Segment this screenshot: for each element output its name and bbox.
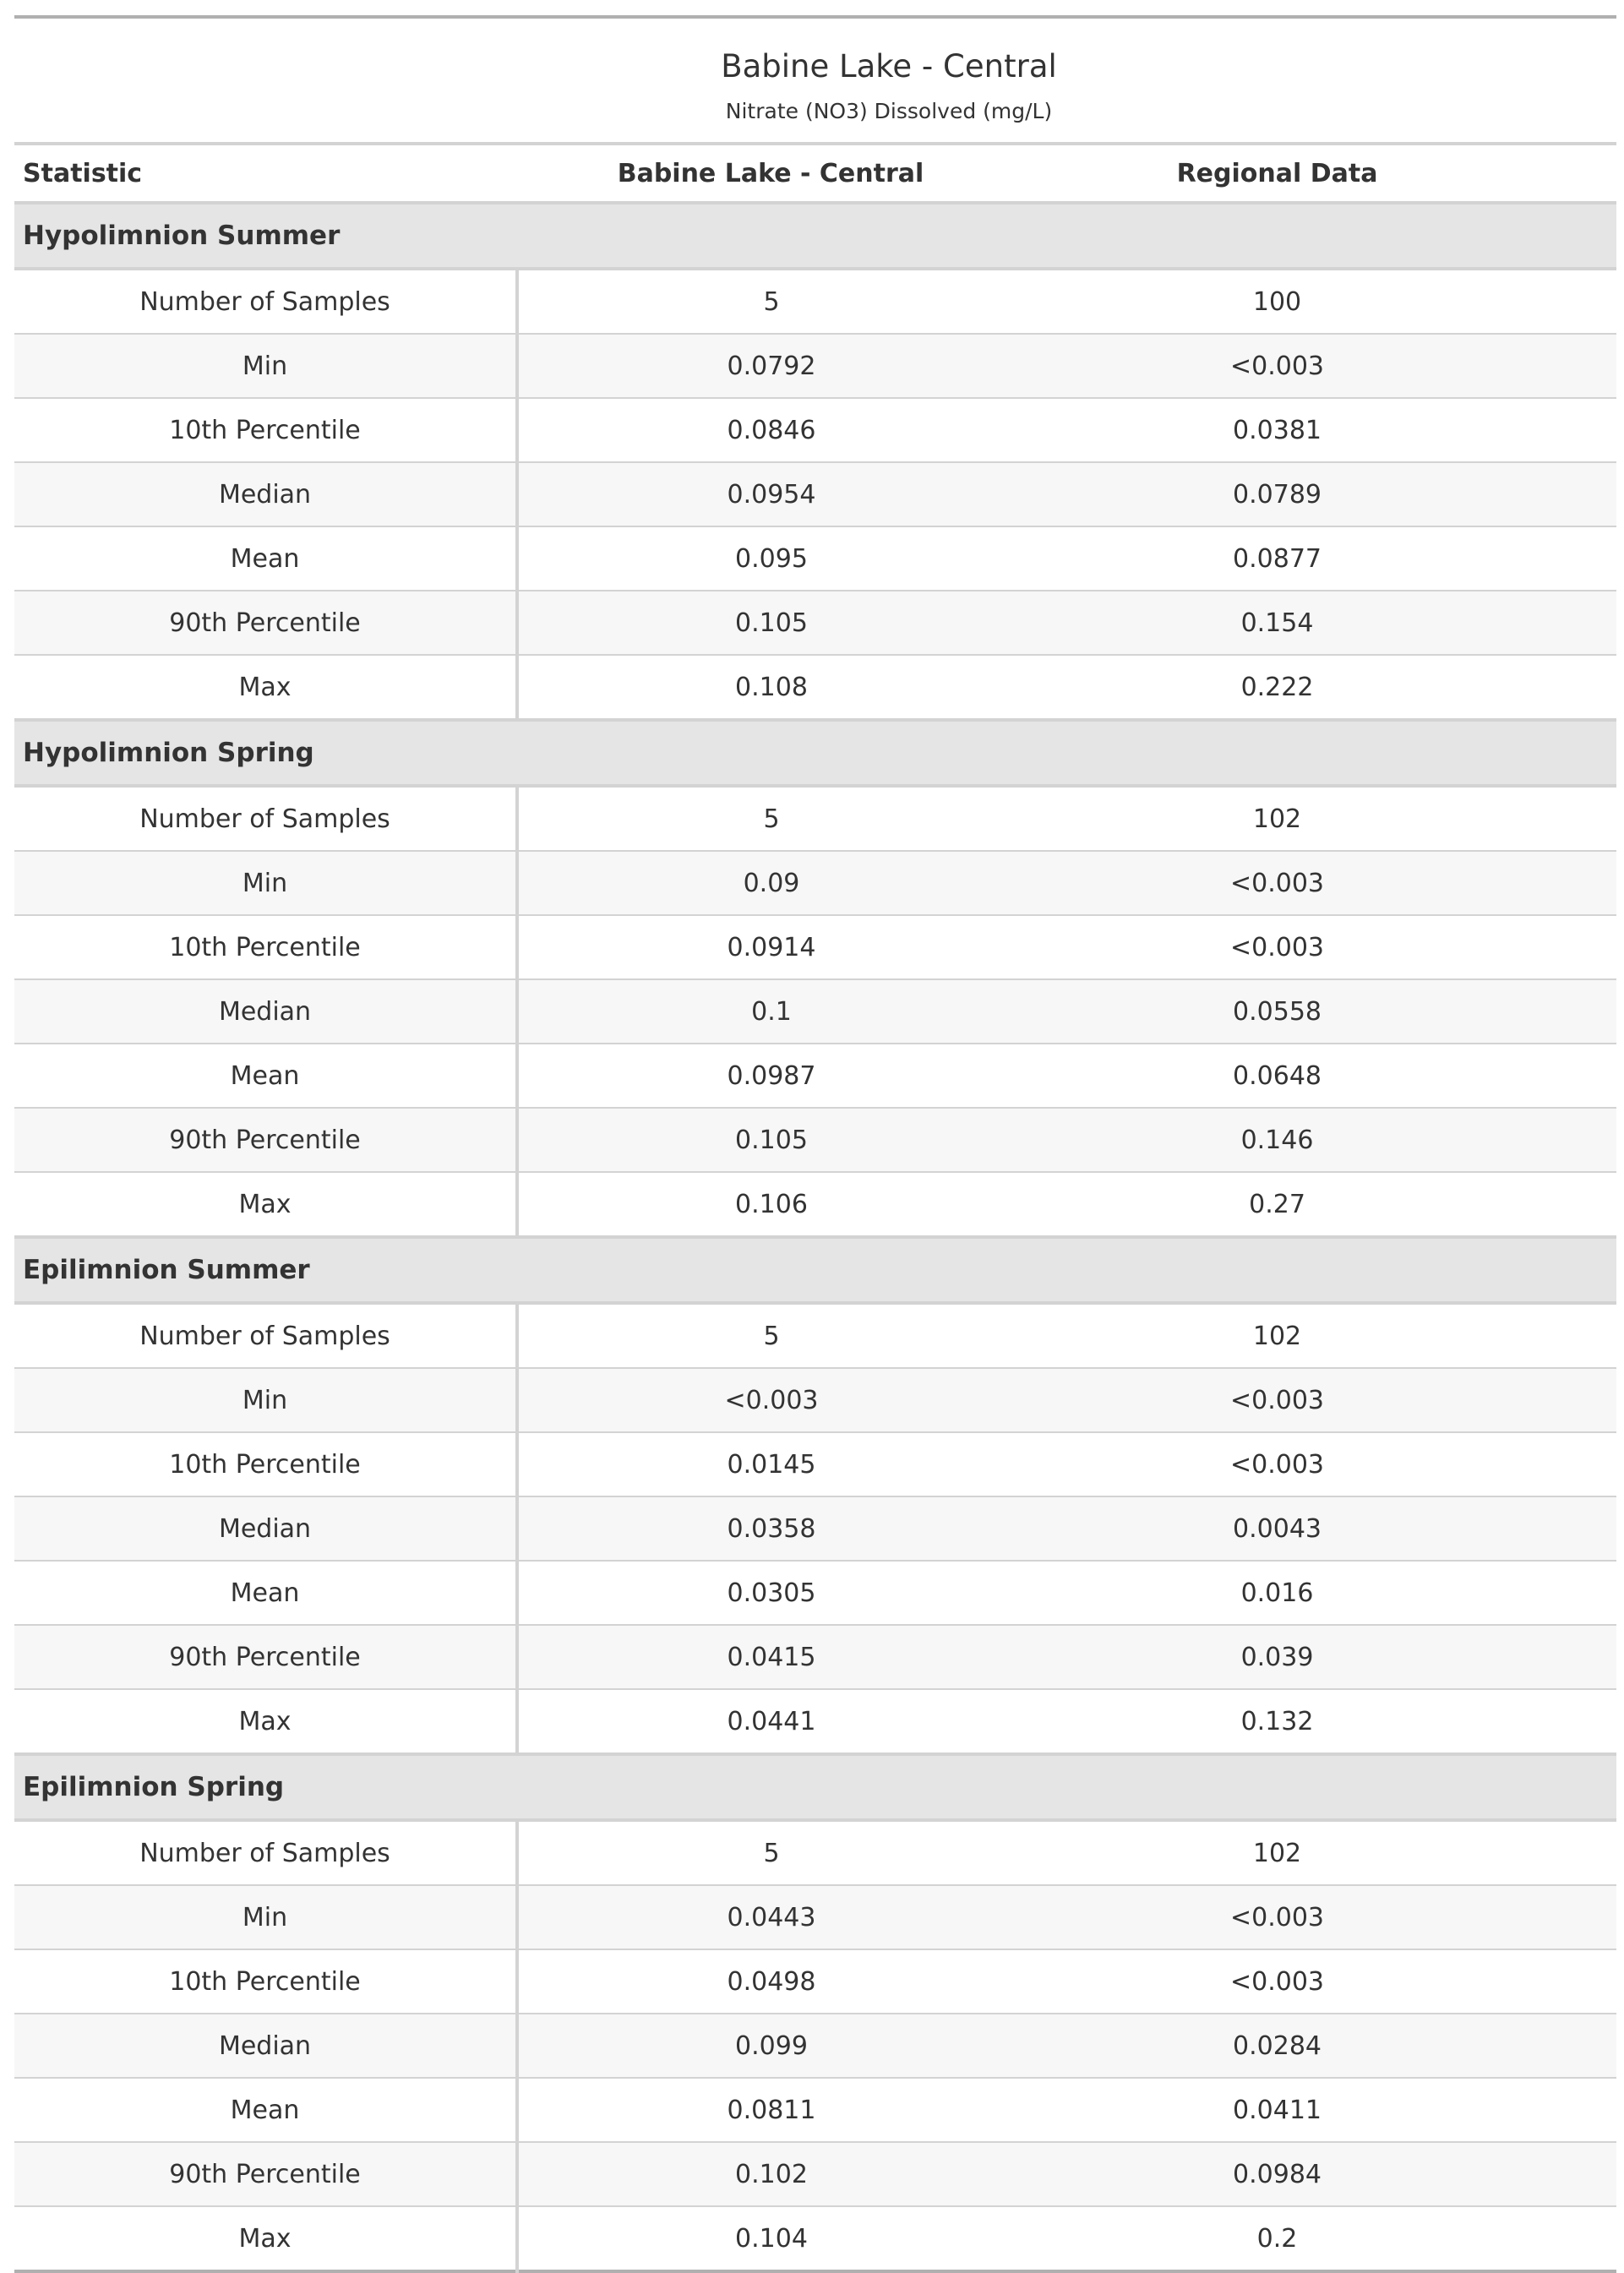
- site-value-cell: 0.09: [517, 851, 1024, 915]
- regional-value-cell: 100: [1024, 269, 1616, 334]
- statistic-cell: Number of Samples: [14, 269, 517, 334]
- regional-value-cell: 0.0043: [1024, 1496, 1616, 1561]
- table-row: [14, 1949, 1616, 2014]
- table-row: [14, 915, 1616, 979]
- statistic-cell: Mean: [14, 1561, 517, 1625]
- statistic-cell: 90th Percentile: [14, 1108, 517, 1172]
- table-subtitle-row: [14, 95, 1616, 144]
- group-row: [14, 1754, 1616, 1820]
- statistic-cell: 90th Percentile: [14, 591, 517, 655]
- site-value-cell: <0.003: [517, 1368, 1024, 1432]
- table-subtitle: Nitrate (NO3) Dissolved (mg/L): [725, 99, 1053, 123]
- statistic-cell: Max: [14, 1689, 517, 1754]
- regional-value-cell: 0.2: [1256, 2223, 1298, 2254]
- summary-table-container: [14, 15, 1616, 2273]
- site-value-cell: 0.0846: [517, 398, 1024, 462]
- statistic-cell: Number of Samples: [14, 1820, 517, 1885]
- statistic-cell: Median: [14, 979, 517, 1044]
- site-value-cell: 0.0792: [517, 334, 1024, 398]
- regional-value-cell: 0.0648: [1024, 1044, 1616, 1108]
- site-value-cell: 0.0443: [517, 1885, 1024, 1949]
- table-row: [14, 2142, 1616, 2206]
- column-header-statistic: Statistic: [14, 144, 517, 203]
- site-value-cell: 0.095: [517, 526, 1024, 591]
- column-header-row: [14, 144, 1616, 203]
- regional-value-cell: <0.003: [1024, 915, 1616, 979]
- table-row: [14, 1172, 1616, 1237]
- site-value-cell: 0.0914: [517, 915, 1024, 979]
- regional-value-cell: 0.146: [1024, 1108, 1616, 1172]
- regional-value-cell: <0.003: [1024, 851, 1616, 915]
- table-row: [14, 1368, 1616, 1432]
- site-value-cell: 5: [517, 1820, 1024, 1885]
- regional-value-cell: <0.003: [1024, 1885, 1616, 1949]
- statistic-cell: 10th Percentile: [14, 915, 517, 979]
- statistic-cell: Median: [14, 1496, 517, 1561]
- regional-value-cell: 0.0984: [1024, 2142, 1616, 2206]
- site-value-cell: 0.102: [517, 2142, 1024, 2206]
- table-row: [14, 1496, 1616, 1561]
- regional-value-cell: 0.0411: [1024, 2078, 1616, 2142]
- table-row: [14, 1885, 1616, 1949]
- column-header-regional: Regional Data: [1024, 144, 1616, 203]
- table-title-row: [14, 17, 1616, 95]
- site-value-cell: 0.0954: [517, 462, 1024, 526]
- site-value-cell: 0.105: [517, 1108, 1024, 1172]
- group-label: Epilimnion Summer: [14, 1237, 1616, 1303]
- site-value-cell: 0.0358: [517, 1496, 1024, 1561]
- table-body: [14, 203, 1616, 2271]
- table-row: [14, 1625, 1616, 1689]
- regional-value-cell: 102: [1024, 786, 1616, 851]
- table-row: [14, 398, 1616, 462]
- table-row: [14, 526, 1616, 591]
- table-row: [14, 1432, 1616, 1496]
- statistic-cell: Mean: [14, 1044, 517, 1108]
- statistic-cell: Min: [14, 1885, 517, 1949]
- site-value-cell: 0.0415: [517, 1625, 1024, 1689]
- statistic-cell: Mean: [14, 2078, 517, 2142]
- table-row: [14, 655, 1616, 720]
- site-value-cell: 0.105: [517, 591, 1024, 655]
- statistic-cell: Max: [14, 2206, 517, 2271]
- group-label: Hypolimnion Summer: [14, 203, 1616, 269]
- regional-value-cell: 0.132: [1240, 1706, 1314, 1736]
- statistic-cell: 10th Percentile: [14, 1432, 517, 1496]
- group-row: [14, 1237, 1616, 1303]
- statistic-cell: 10th Percentile: [14, 398, 517, 462]
- site-value-cell: 5: [517, 269, 1024, 334]
- site-value-cell: 0.0305: [517, 1561, 1024, 1625]
- statistic-cell: 10th Percentile: [14, 1949, 517, 2014]
- table-row: [14, 2014, 1616, 2078]
- table-row: [14, 269, 1616, 334]
- regional-value-cell: <0.003: [1024, 334, 1616, 398]
- table-row: [14, 786, 1616, 851]
- regional-value-cell: 102: [1024, 1303, 1616, 1368]
- site-value-cell: 0.0811: [517, 2078, 1024, 2142]
- regional-value-cell: 0.0284: [1024, 2014, 1616, 2078]
- statistic-cell: Median: [14, 462, 517, 526]
- table-row: [14, 979, 1616, 1044]
- table-row: [14, 1303, 1616, 1368]
- table-row: [14, 2206, 1616, 2271]
- statistic-cell: Median: [14, 2014, 517, 2078]
- site-value-cell: 0.104: [735, 2223, 808, 2254]
- group-label: Epilimnion Spring: [14, 1754, 1616, 1820]
- table-row: [14, 1820, 1616, 1885]
- statistic-cell: Min: [14, 1368, 517, 1432]
- table-row: [14, 462, 1616, 526]
- regional-value-cell: 0.0789: [1024, 462, 1616, 526]
- site-value-cell: 0.1: [517, 979, 1024, 1044]
- statistic-cell: 90th Percentile: [14, 2142, 517, 2206]
- statistic-cell: 90th Percentile: [14, 1625, 517, 1689]
- regional-value-cell: <0.003: [1024, 1432, 1616, 1496]
- table-row: [14, 1044, 1616, 1108]
- regional-value-cell: <0.003: [1024, 1368, 1616, 1432]
- site-value-cell: 5: [517, 1303, 1024, 1368]
- site-value-cell: 0.108: [735, 672, 808, 702]
- site-value-cell: 5: [517, 786, 1024, 851]
- regional-value-cell: 0.27: [1249, 1189, 1305, 1219]
- statistic-cell: Min: [14, 334, 517, 398]
- group-row: [14, 203, 1616, 269]
- regional-value-cell: 0.0877: [1024, 526, 1616, 591]
- statistic-cell: Mean: [14, 526, 517, 591]
- site-value-cell: 0.0498: [517, 1949, 1024, 2014]
- site-value-cell: 0.0987: [517, 1044, 1024, 1108]
- table-row: [14, 1689, 1616, 1754]
- statistic-cell: Number of Samples: [14, 786, 517, 851]
- table-title: Babine Lake - Central: [721, 48, 1057, 84]
- regional-value-cell: 0.0558: [1024, 979, 1616, 1044]
- regional-value-cell: 102: [1024, 1820, 1616, 1885]
- regional-value-cell: 0.039: [1024, 1625, 1616, 1689]
- statistic-cell: Max: [14, 1172, 517, 1237]
- site-value-cell: 0.0441: [727, 1706, 816, 1736]
- table-row: [14, 334, 1616, 398]
- group-row: [14, 720, 1616, 786]
- column-header-site: Babine Lake - Central: [517, 144, 1024, 203]
- regional-value-cell: 0.222: [1240, 672, 1314, 702]
- statistic-cell: Min: [14, 851, 517, 915]
- group-label: Hypolimnion Spring: [14, 720, 1616, 786]
- table-row: [14, 2078, 1616, 2142]
- regional-value-cell: 0.0381: [1024, 398, 1616, 462]
- table-row: [14, 851, 1616, 915]
- table-row: [14, 1108, 1616, 1172]
- table-row: [14, 1561, 1616, 1625]
- table-row: [14, 591, 1616, 655]
- site-value-cell: 0.099: [517, 2014, 1024, 2078]
- site-value-cell: 0.0145: [517, 1432, 1024, 1496]
- site-value-cell: 0.106: [735, 1189, 808, 1219]
- regional-value-cell: 0.154: [1024, 591, 1616, 655]
- summary-table: [14, 15, 1616, 2273]
- statistic-cell: Number of Samples: [14, 1303, 517, 1368]
- statistic-cell: Max: [14, 655, 517, 720]
- regional-value-cell: 0.016: [1024, 1561, 1616, 1625]
- regional-value-cell: <0.003: [1024, 1949, 1616, 2014]
